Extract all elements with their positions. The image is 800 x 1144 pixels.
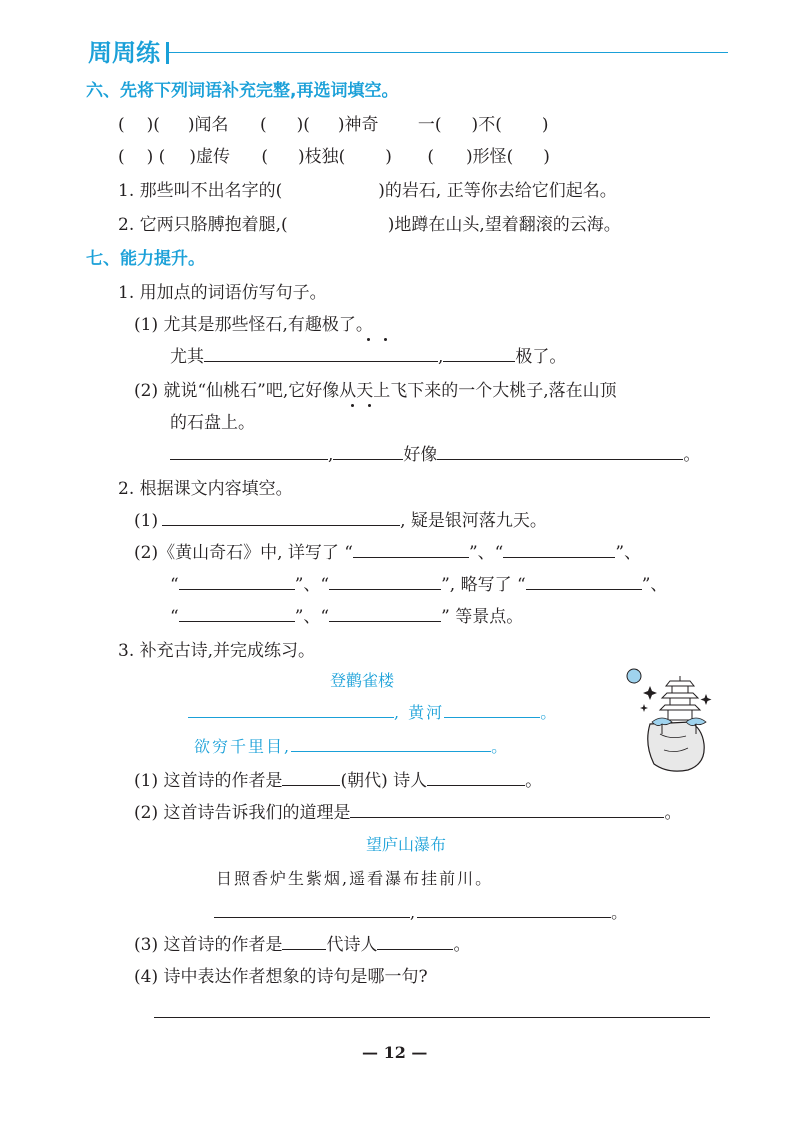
q1-sentence-1: (1) 尤其是那些怪石,有趣极了。 — [134, 315, 373, 335]
word-2: 神奇 — [344, 115, 379, 135]
emphasis-dot — [368, 404, 371, 407]
emphasis-dot — [351, 404, 354, 407]
q3-item-4: (4) 诗中表达作者想象的诗句是哪一句? — [134, 967, 428, 987]
page-header-title: 周周练 — [88, 39, 160, 67]
sec6-question-1: 1. 那些叫不出名字的( )的岩石, 正等你去给它们起名。 — [118, 181, 617, 201]
word-3a: 一 — [417, 115, 435, 135]
header-rule — [168, 52, 728, 53]
q1-answer-2: , 好像 。 — [170, 444, 700, 466]
q1-title: 1. 用加点的词语仿写句子。 — [118, 283, 327, 303]
poem-1-line-1: , 黄河 。 — [188, 702, 558, 724]
q3-item-3: (3) 这首诗的作者是 代诗人 。 — [134, 935, 471, 955]
sec6-question-2: 2. 它两只胳膊抱着腿,( )地蹲在山头,望着翻滚的云海。 — [118, 215, 621, 235]
emphasis-dot — [367, 338, 370, 341]
page-number: — 12 — — [362, 1043, 428, 1062]
q2-title: 2. 根据课文内容填空。 — [118, 479, 293, 499]
q1-sentence-2-line1: (2) 就说“仙桃石”吧,它好像从天上飞下来的一个大桃子,落在山顶 — [134, 381, 617, 401]
section-7-heading: 七、能力提升。 — [86, 249, 205, 269]
q1-answer-1: 尤其 , 极了。 — [170, 347, 567, 367]
poem-2-title: 望庐山瀑布 — [366, 835, 447, 854]
word-3b: 不 — [478, 115, 496, 135]
answer-line — [154, 1017, 710, 1018]
poem-1-line-2: 欲穷千里目, 。 — [194, 737, 510, 756]
section-6-heading: 六、先将下列词语补充完整,再选词填空。 — [86, 81, 399, 101]
q2-part-1: (1) , 疑是银河落九天。 — [134, 511, 547, 531]
poem-2-line-2: , 。 — [214, 902, 629, 924]
q1-sentence-2-line2: 的石盘上。 — [170, 413, 255, 433]
word-row-2: ( ) ( )虚传 ( )枝独( ) ( )形怪( ) — [118, 147, 550, 167]
header-mark — [166, 42, 169, 64]
q3-title: 3. 补充古诗,并完成练习。 — [118, 641, 316, 661]
word-5: 枝独 — [304, 147, 339, 167]
word-row-1: ( )( )闻名 ( )( )神奇 一( )不( ) — [118, 115, 549, 135]
word-1: 闻名 — [194, 115, 229, 135]
emphasis-dot — [384, 338, 387, 341]
word-4: 虚传 — [195, 147, 230, 167]
q2-part-2-line2: “ ”、“ ”, 略写了 “ ”、 — [170, 575, 668, 595]
poem-2-line-1: 日照香炉生紫烟,遥看瀑布挂前川。 — [216, 869, 494, 888]
word-6: 形怪 — [472, 147, 507, 167]
q3-item-2: (2) 这首诗告诉我们的道理是 。 — [134, 803, 682, 823]
q3-item-1: (1) 这首诗的作者是 (朝代) 诗人 。 — [134, 771, 543, 791]
poem-1-title: 登鹳雀楼 — [330, 671, 395, 690]
q2-part-2-line3: “ ”、“ ” 等景点。 — [170, 607, 524, 627]
q2-part-2-line1: (2)《黄山奇石》中, 详写了 “ ”、“ ”、 — [134, 543, 642, 563]
tower-illustration — [620, 664, 720, 776]
